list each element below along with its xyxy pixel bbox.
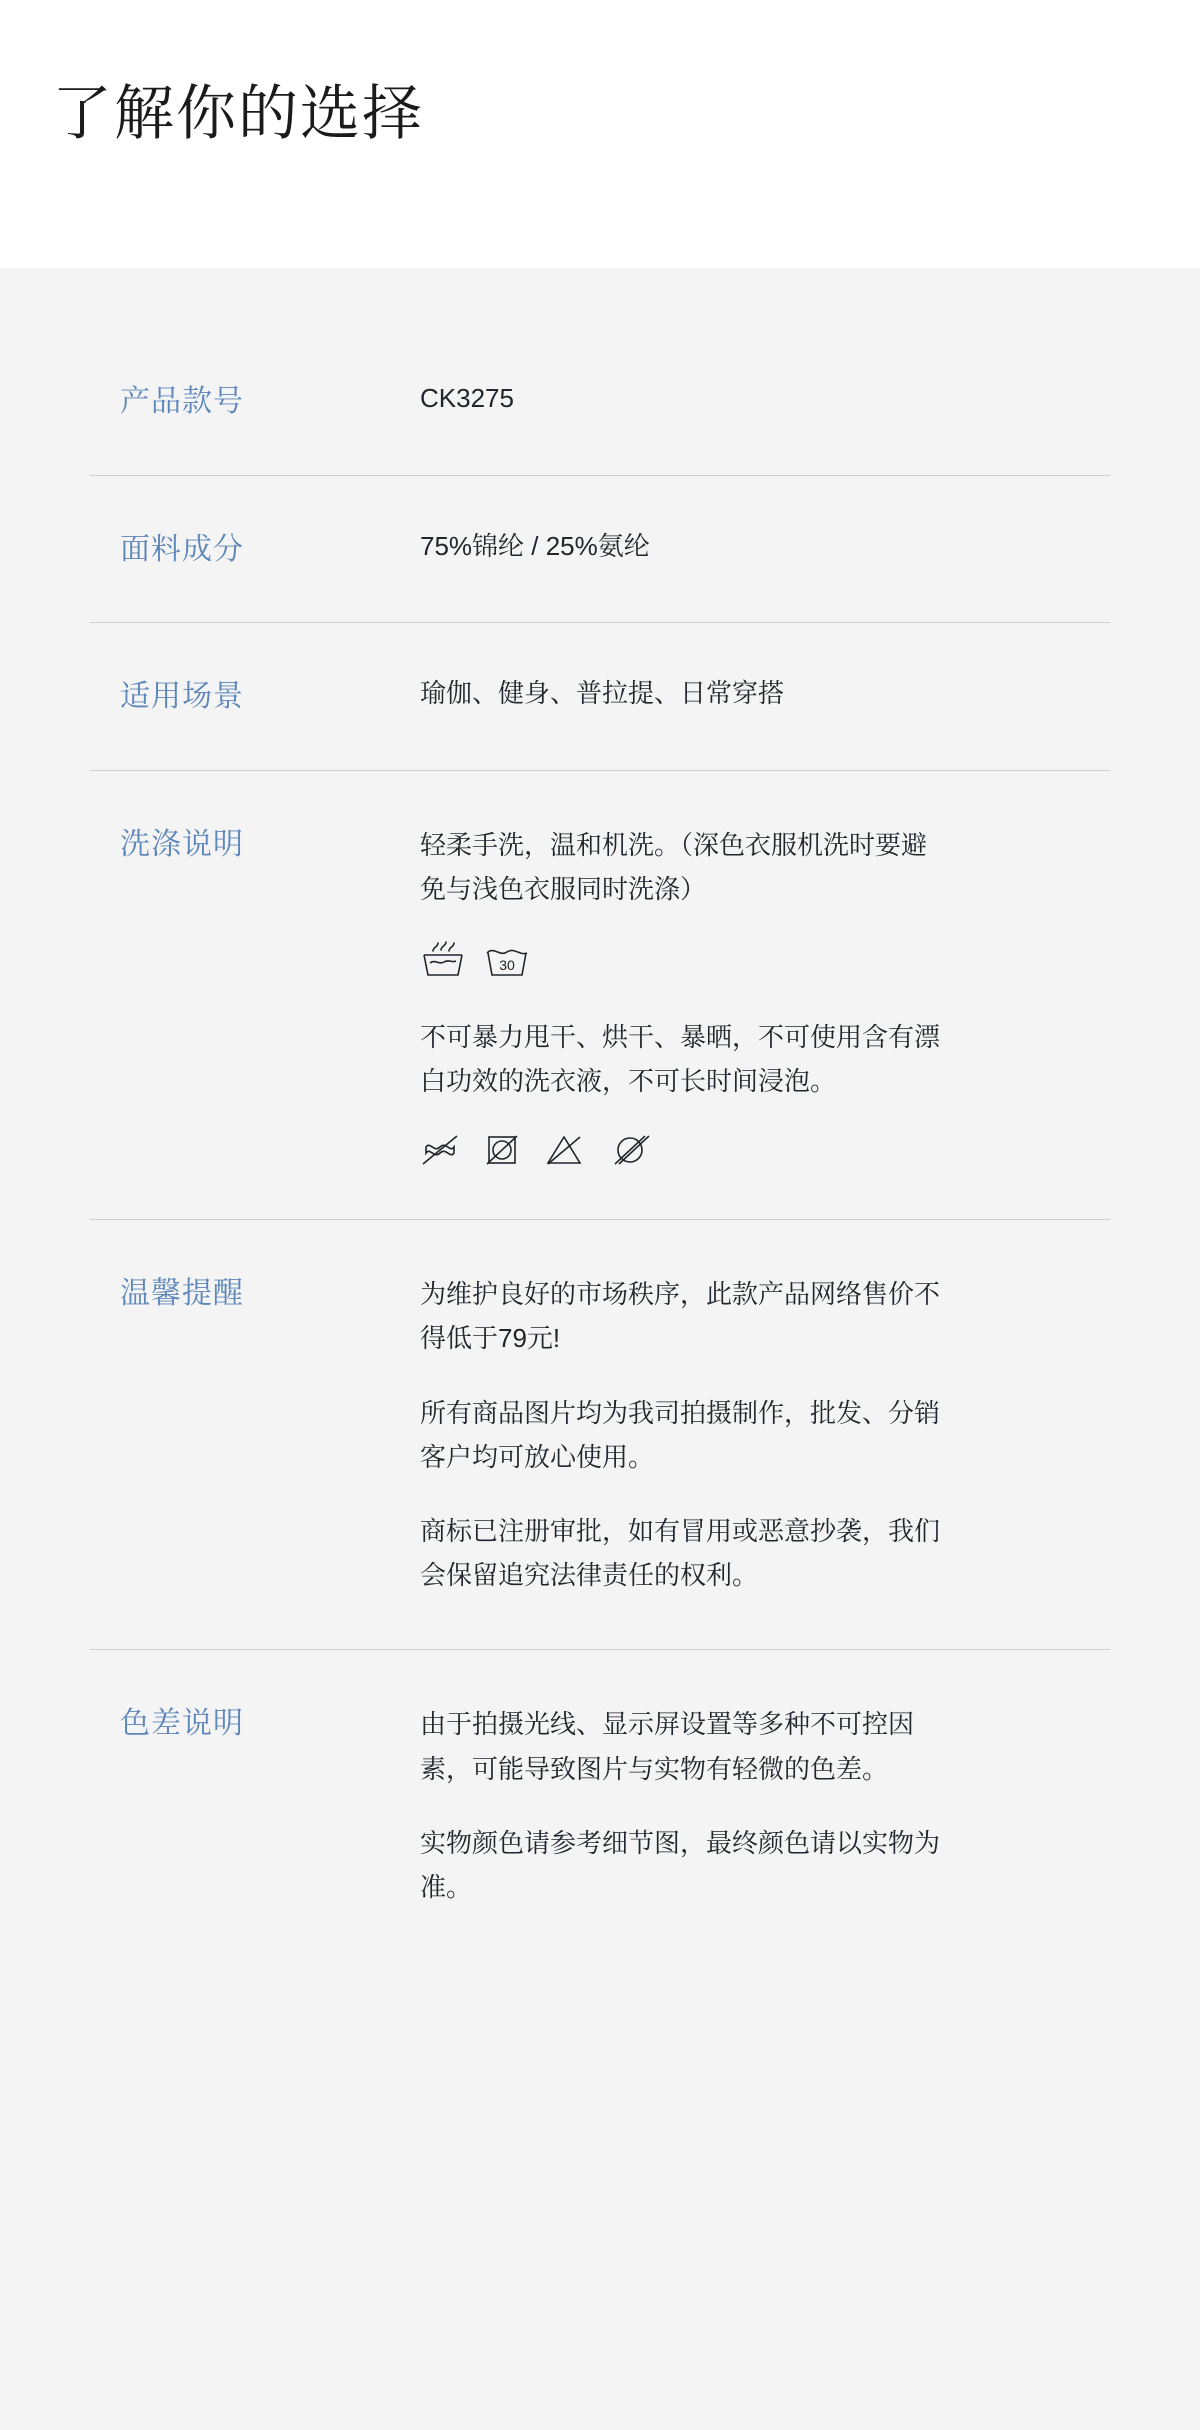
spec-value-text: 75%锦纶 / 25%氨纶 bbox=[420, 530, 650, 561]
spec-value-text: 瑜伽、健身、普拉提、日常穿搭 bbox=[420, 678, 785, 708]
spec-value bbox=[420, 1272, 950, 1597]
spec-table bbox=[90, 328, 1110, 1961]
no-bleach-icon bbox=[544, 1133, 584, 1167]
spec-label: 温馨提醒 bbox=[120, 1277, 244, 1311]
spec-label: 洗涤说明 bbox=[120, 827, 244, 861]
page-header bbox=[0, 0, 1200, 268]
no-wring-icon bbox=[420, 1133, 460, 1167]
spec-label: 产品款号 bbox=[120, 385, 244, 418]
spec-label: 面料成分 bbox=[120, 532, 244, 566]
spec-value-text: 实物颜色请参考细节图，最终颜色请以实物为准。 bbox=[420, 1827, 941, 1902]
spec-value-text: 轻柔手洗，温和机洗。（深色衣服机洗时要避免与浅色衣服同时洗涤） bbox=[420, 829, 928, 904]
spec-value bbox=[420, 1702, 950, 1909]
no-dry-clean-icon bbox=[606, 1133, 654, 1167]
spec-value bbox=[420, 380, 950, 416]
spec-value-text: 为维护良好的市场秩序，此款产品网络售价不得低于79元! bbox=[420, 1279, 941, 1354]
no-tumble-dry-icon bbox=[482, 1133, 522, 1167]
spec-label: 色差说明 bbox=[120, 1707, 244, 1741]
table-row bbox=[90, 1650, 1110, 1961]
spec-value bbox=[420, 528, 950, 564]
spec-value-text: 商标已注册审批，如有冒用或恶意抄袭，我们会保留追究法律责任的权利。 bbox=[420, 1516, 941, 1591]
spec-value-text: CK3275 bbox=[420, 383, 514, 413]
care-symbol-group-wash bbox=[420, 941, 950, 981]
machine-wash-30-icon bbox=[484, 941, 530, 981]
table-row bbox=[90, 1220, 1110, 1650]
spec-label: 适用场景 bbox=[120, 680, 244, 713]
table-row bbox=[90, 476, 1110, 624]
spec-value bbox=[420, 823, 950, 1168]
spec-value-text: 所有商品图片均为我司拍摄制作，批发、分销客户均可放心使用。 bbox=[420, 1397, 941, 1472]
spec-value-text: 由于拍摄光线、显示屏设置等多种不可控因素，可能导致图片与实物有轻微的色差。 bbox=[420, 1709, 915, 1784]
table-row bbox=[90, 771, 1110, 1221]
table-row bbox=[90, 328, 1110, 476]
spec-panel bbox=[0, 268, 1200, 2430]
spec-value bbox=[420, 675, 950, 711]
care-symbol-group-dry bbox=[420, 1133, 950, 1167]
page-title: 了解你的选择 bbox=[52, 80, 424, 147]
spec-value-text: 不可暴力甩干、烘干、暴晒，不可使用含有漂白功效的洗衣液，不可长时间浸泡。 bbox=[420, 1021, 941, 1097]
hand-wash-icon bbox=[420, 941, 466, 981]
table-row bbox=[90, 623, 1110, 771]
svg-text:30: 30 bbox=[499, 956, 515, 973]
